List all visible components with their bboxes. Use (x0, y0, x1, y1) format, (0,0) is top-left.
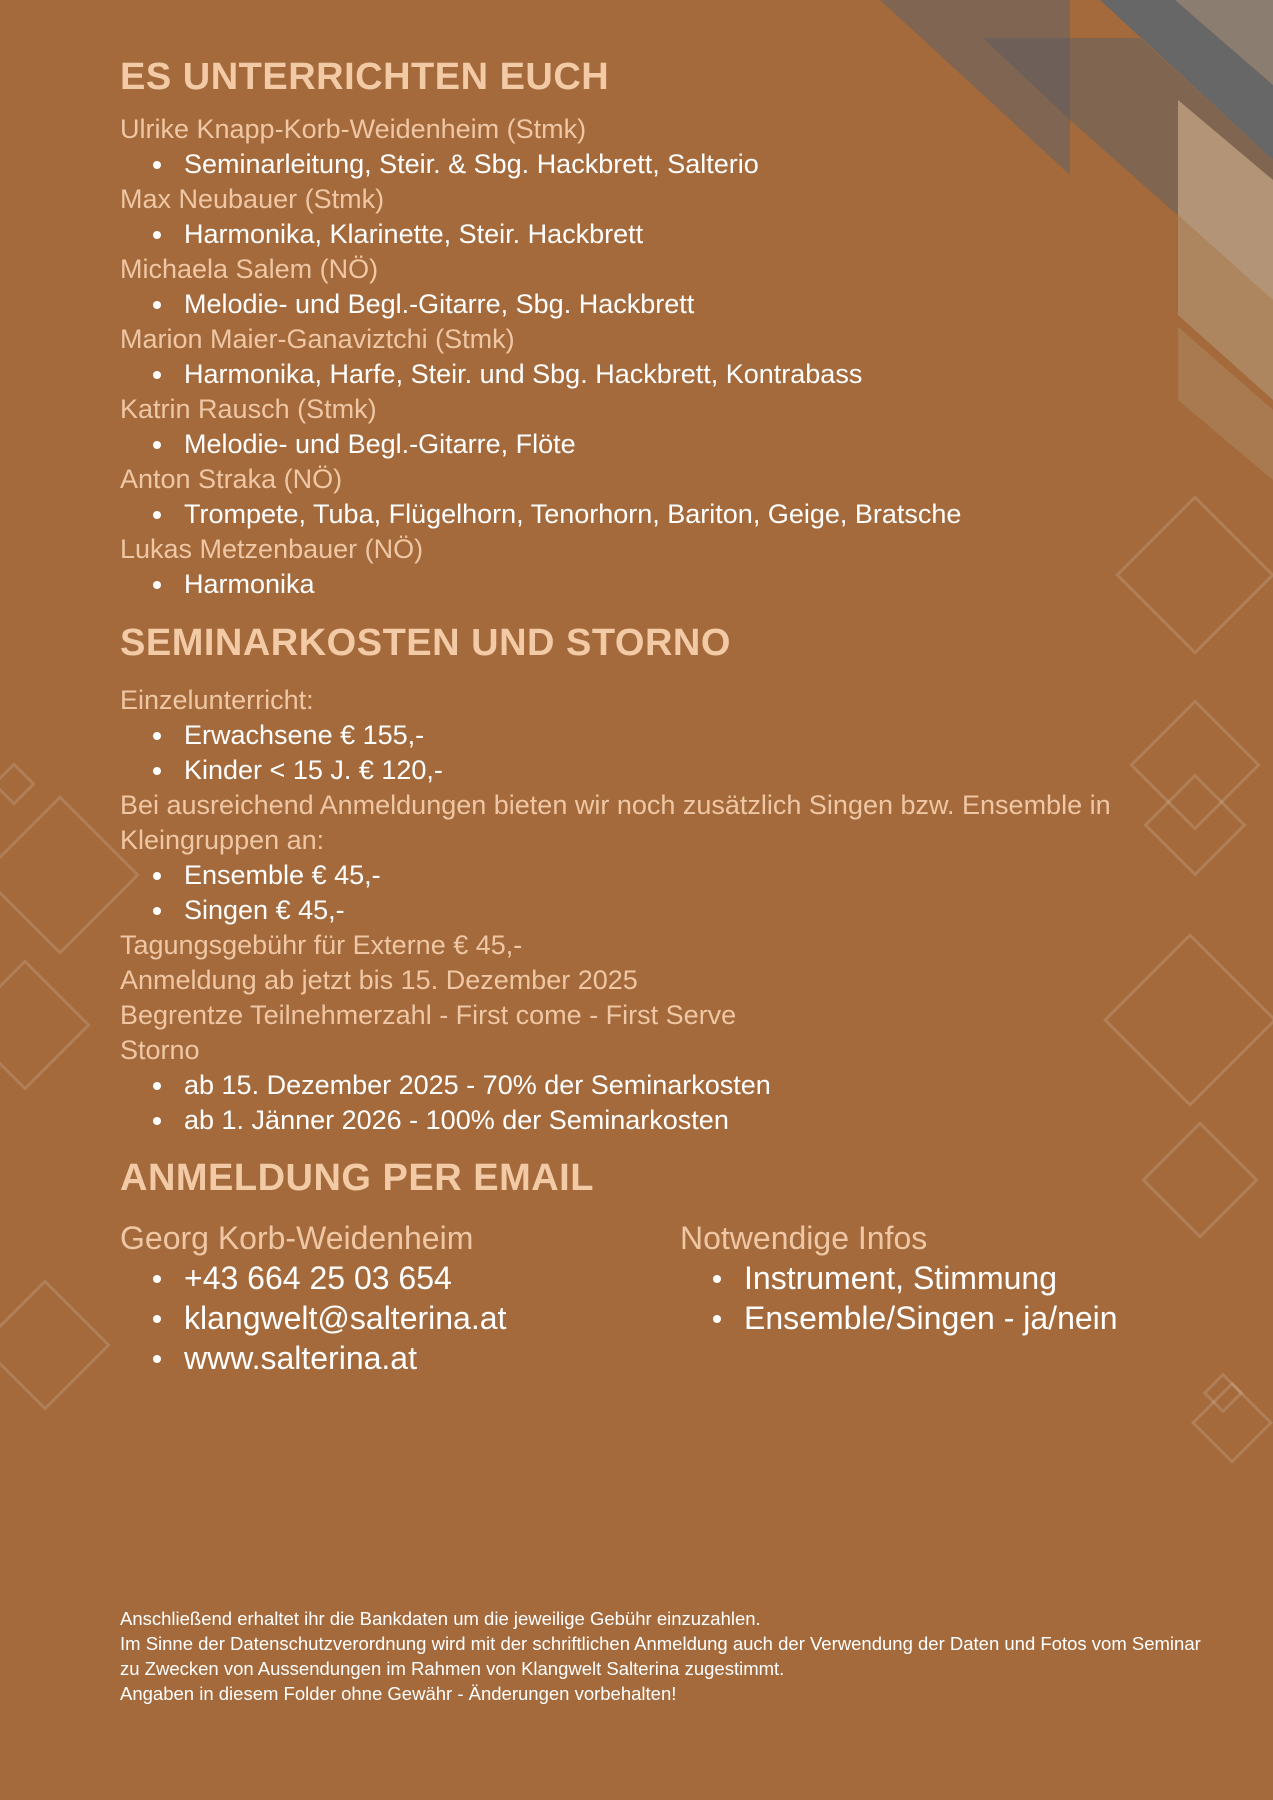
footer-notes (120, 1606, 1220, 1706)
extra-prices (120, 858, 1150, 928)
teacher-name: Marion Maier-Ganaviztchi (Stmk) (120, 324, 515, 354)
teacher-name: Michaela Salem (NÖ) (120, 254, 379, 284)
storno-item: ab 1. Jänner 2026 - 100% der Seminarkosten (120, 1103, 1150, 1138)
contact-name: Georg Korb-Weidenheim (120, 1220, 474, 1256)
footer-line: Angaben in diesem Folder ohne Gewähr - Änderungen vorbehalten! (120, 1683, 677, 1704)
required-info-item: Instrument, Stimmung (680, 1258, 1118, 1298)
storno-label: Storno (120, 1035, 200, 1065)
registration-deadline: Anmeldung ab jetzt bis 15. Dezember 2025 (120, 965, 638, 995)
teachers-heading: ES UNTERRICHTEN EUCH (120, 56, 610, 98)
costs-section (120, 683, 1150, 1138)
contact-email[interactable]: klangwelt@salterina.at (120, 1298, 506, 1338)
external-fee: Tagungsgebühr für Externe € 45,- (120, 930, 523, 960)
teacher-subjects: Trompete, Tuba, Flügelhorn, Tenorhorn, Bariton, Geige, Bratsche (120, 497, 961, 532)
teacher-subjects: Melodie- und Begl.-Gitarre, Sbg. Hackbrett (120, 287, 961, 322)
extra-note: Bei ausreichend Anmeldungen bieten wir noch zusätzlich Singen bzw. Ensemble in Kleingruppen an: (120, 790, 1111, 855)
footer-line: Anschließend erhaltet ihr die Bankdaten um die jeweilige Gebühr einzuzahlen. (120, 1608, 761, 1629)
teacher-subjects: Seminarleitung, Steir. & Sbg. Hackbrett, Salterio (120, 147, 961, 182)
required-info-label: Notwendige Infos (680, 1220, 928, 1256)
price-item: Singen € 45,- (120, 893, 1150, 928)
teacher-subjects: Melodie- und Begl.-Gitarre, Flöte (120, 427, 961, 462)
contact-phone[interactable]: +43 664 25 03 654 (120, 1258, 506, 1298)
storno-list (120, 1068, 1150, 1138)
signup-heading: ANMELDUNG PER EMAIL (120, 1157, 594, 1199)
storno-item: ab 15. Dezember 2025 - 70% der Seminarkosten (120, 1068, 1150, 1103)
contact-block (120, 1218, 506, 1378)
teacher-subjects: Harmonika, Harfe, Steir. und Sbg. Hackbrett, Kontrabass (120, 357, 961, 392)
price-item: Ensemble € 45,- (120, 858, 1150, 893)
footer-line: Im Sinne der Datenschutzverordnung wird mit der schriftlichen Anmeldung auch der Verwendung der Daten und Fotos vom Seminar zu Zwecken von Aussendungen im Rahmen von Klangwelt Salterina zugestimmt. (120, 1633, 1201, 1679)
teachers-list (120, 112, 961, 602)
participant-limit: Begrentze Teilnehmerzahl - First come - First Serve (120, 1000, 737, 1030)
contact-website[interactable]: www.salterina.at (120, 1338, 506, 1378)
price-item: Erwachsene € 155,- (120, 718, 1150, 753)
teacher-subjects: Harmonika, Klarinette, Steir. Hackbrett (120, 217, 961, 252)
teacher-name: Ulrike Knapp-Korb-Weidenheim (Stmk) (120, 114, 587, 144)
teacher-name: Katrin Rausch (Stmk) (120, 394, 377, 424)
individual-prices (120, 718, 1150, 788)
required-info-block (680, 1218, 1118, 1338)
teacher-name: Lukas Metzenbauer (NÖ) (120, 534, 424, 564)
teacher-subjects: Harmonika (120, 567, 961, 602)
required-info-item: Ensemble/Singen - ja/nein (680, 1298, 1118, 1338)
teacher-name: Anton Straka (NÖ) (120, 464, 343, 494)
individual-label: Einzelunterricht: (120, 685, 314, 715)
teacher-name: Max Neubauer (Stmk) (120, 184, 385, 214)
costs-heading: SEMINARKOSTEN UND STORNO (120, 622, 731, 664)
price-item: Kinder < 15 J. € 120,- (120, 753, 1150, 788)
